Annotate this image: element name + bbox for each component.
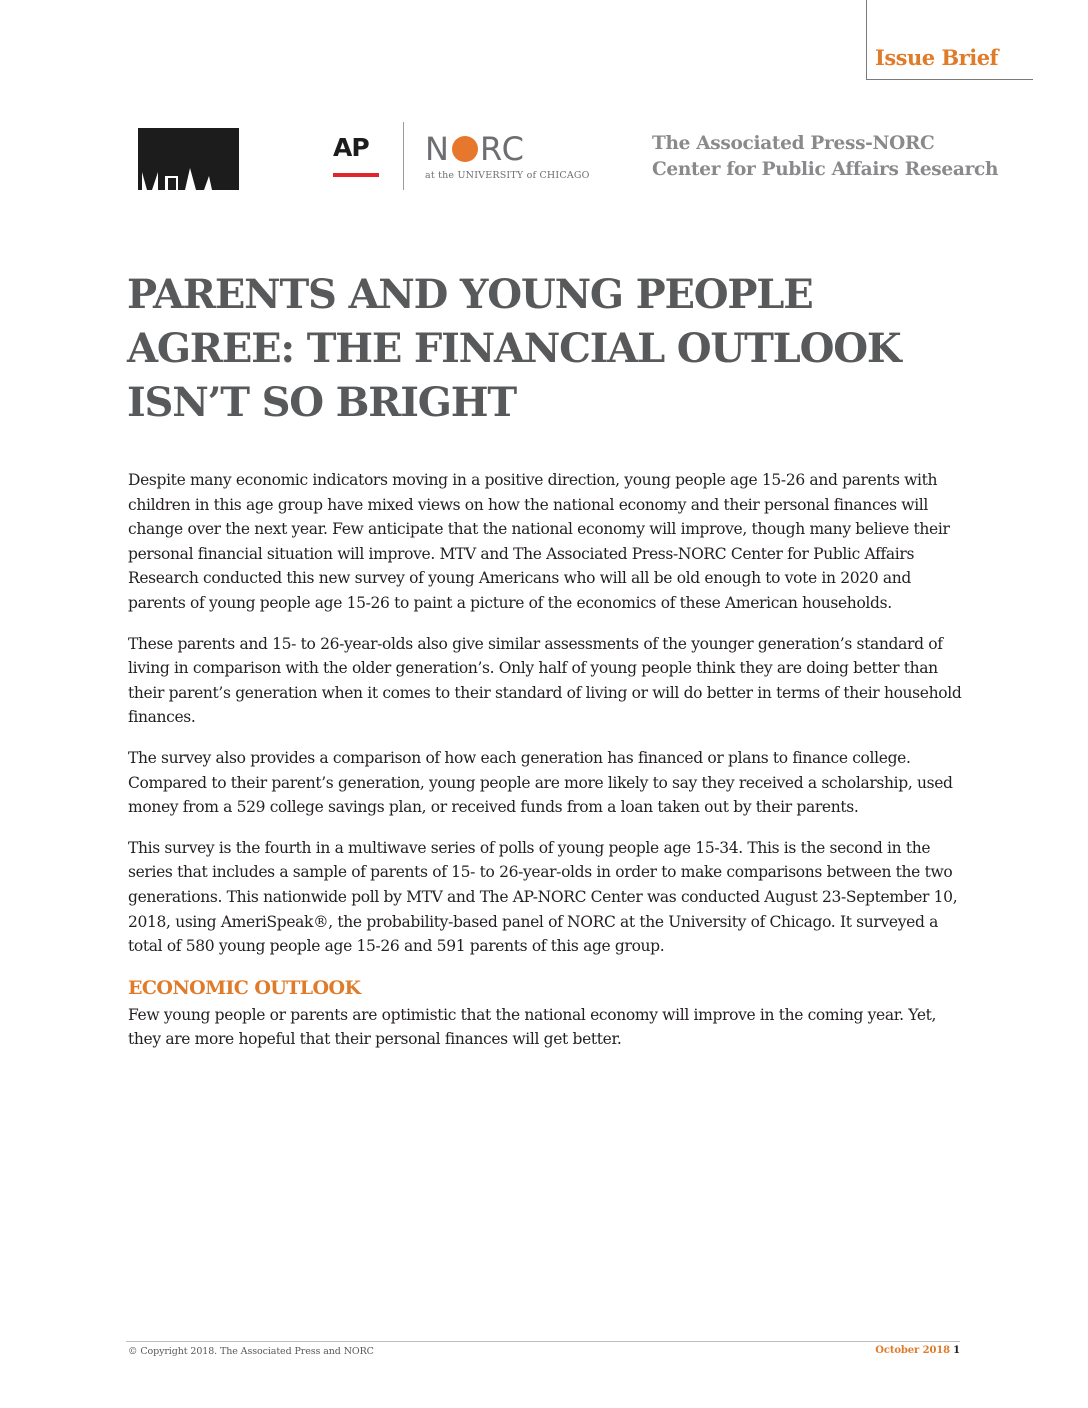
document-type-label: Issue Brief — [875, 45, 999, 70]
center-name — [652, 131, 998, 183]
intro-paragraph: Despite many economic indicators moving in a positive direction, young people age 15-26 and parents with children in this age group have mixed views on how the national economy and their personal finances will change over the next year. Few anticipate that the national economy will improve, though many believe their personal financial situation will improve. MTV and The Associated Press-NORC Center for Public Affairs Research conducted this new survey of young Americans who will all be old enough to vote in 2020 and parents of young people age 15-26 to paint a picture of the economics of these American households. — [128, 471, 950, 612]
page-number: 1 — [953, 1345, 960, 1356]
norc-letter-n: N — [425, 130, 450, 168]
logo-divider — [403, 122, 404, 190]
page-title-line-2: AGREE: THE FINANCIAL OUTLOOK — [127, 325, 901, 372]
footer-page-info — [875, 1345, 960, 1356]
ap-logo-text: AP — [333, 133, 369, 162]
footer-copyright: © Copyright 2018. The Associated Press and NORC — [128, 1346, 374, 1357]
norc-wordmark — [425, 132, 615, 166]
ap-logo — [333, 133, 379, 177]
section-paragraph: Few young people or parents are optimistic that the national economy will improve in the coming year. Yet, they are more hopeful that their personal finances will get better. — [128, 1005, 937, 1049]
methodology-paragraph: This survey is the fourth in a multiwave series of polls of young people age 15-34. This is the second in the series that includes a sample of parents of 15- to 26-year-olds in order to make comparisons between the two generations. This nationwide poll by MTV and The AP-NORC Center was conducted August 23-September 10, 2018, using AmeriSpeak®, the probability-based panel of NORC at the University of Chicago. It surveyed a total of 580 young people age 15-26 and 591 parents of this age group. — [128, 838, 958, 956]
college-paragraph: The survey also provides a comparison of how each generation has financed or plans to finance college. Compared to their parent’s generation, young people are more likely to say they received a scholarship, used money from a 529 college savings plan, or received funds from a loan taken out by their parents. — [128, 748, 953, 817]
body-text — [128, 468, 968, 1068]
section-heading: ECONOMIC OUTLOOK — [128, 976, 361, 999]
norc-logo — [425, 132, 615, 182]
norc-orange-dot-icon — [452, 136, 478, 162]
page-title — [127, 268, 967, 430]
footer-date: October 2018 — [875, 1345, 951, 1356]
page-title-line-1: PARENTS AND YOUNG PEOPLE — [127, 271, 813, 318]
center-name-line-2: Center for Public Affairs Research — [652, 159, 999, 180]
mtv-logo — [138, 128, 239, 190]
comparison-paragraph: These parents and 15- to 26-year-olds also give similar assessments of the younger generation’s standard of living in comparison with the older generation’s. Only half of young people think they are doing better than their parent’s generation when it comes to their standard of living or will do better in terms of their household finances. — [128, 634, 962, 727]
norc-subtitle: at the UNIVERSITY of CHICAGO — [425, 170, 590, 181]
footer-rule — [126, 1341, 960, 1342]
center-name-line-1: The Associated Press-NORC — [652, 133, 935, 154]
page-title-line-3: ISN’T SO BRIGHT — [127, 379, 516, 426]
ap-logo-underline — [333, 173, 379, 177]
norc-letters-rc: RC — [479, 130, 525, 168]
